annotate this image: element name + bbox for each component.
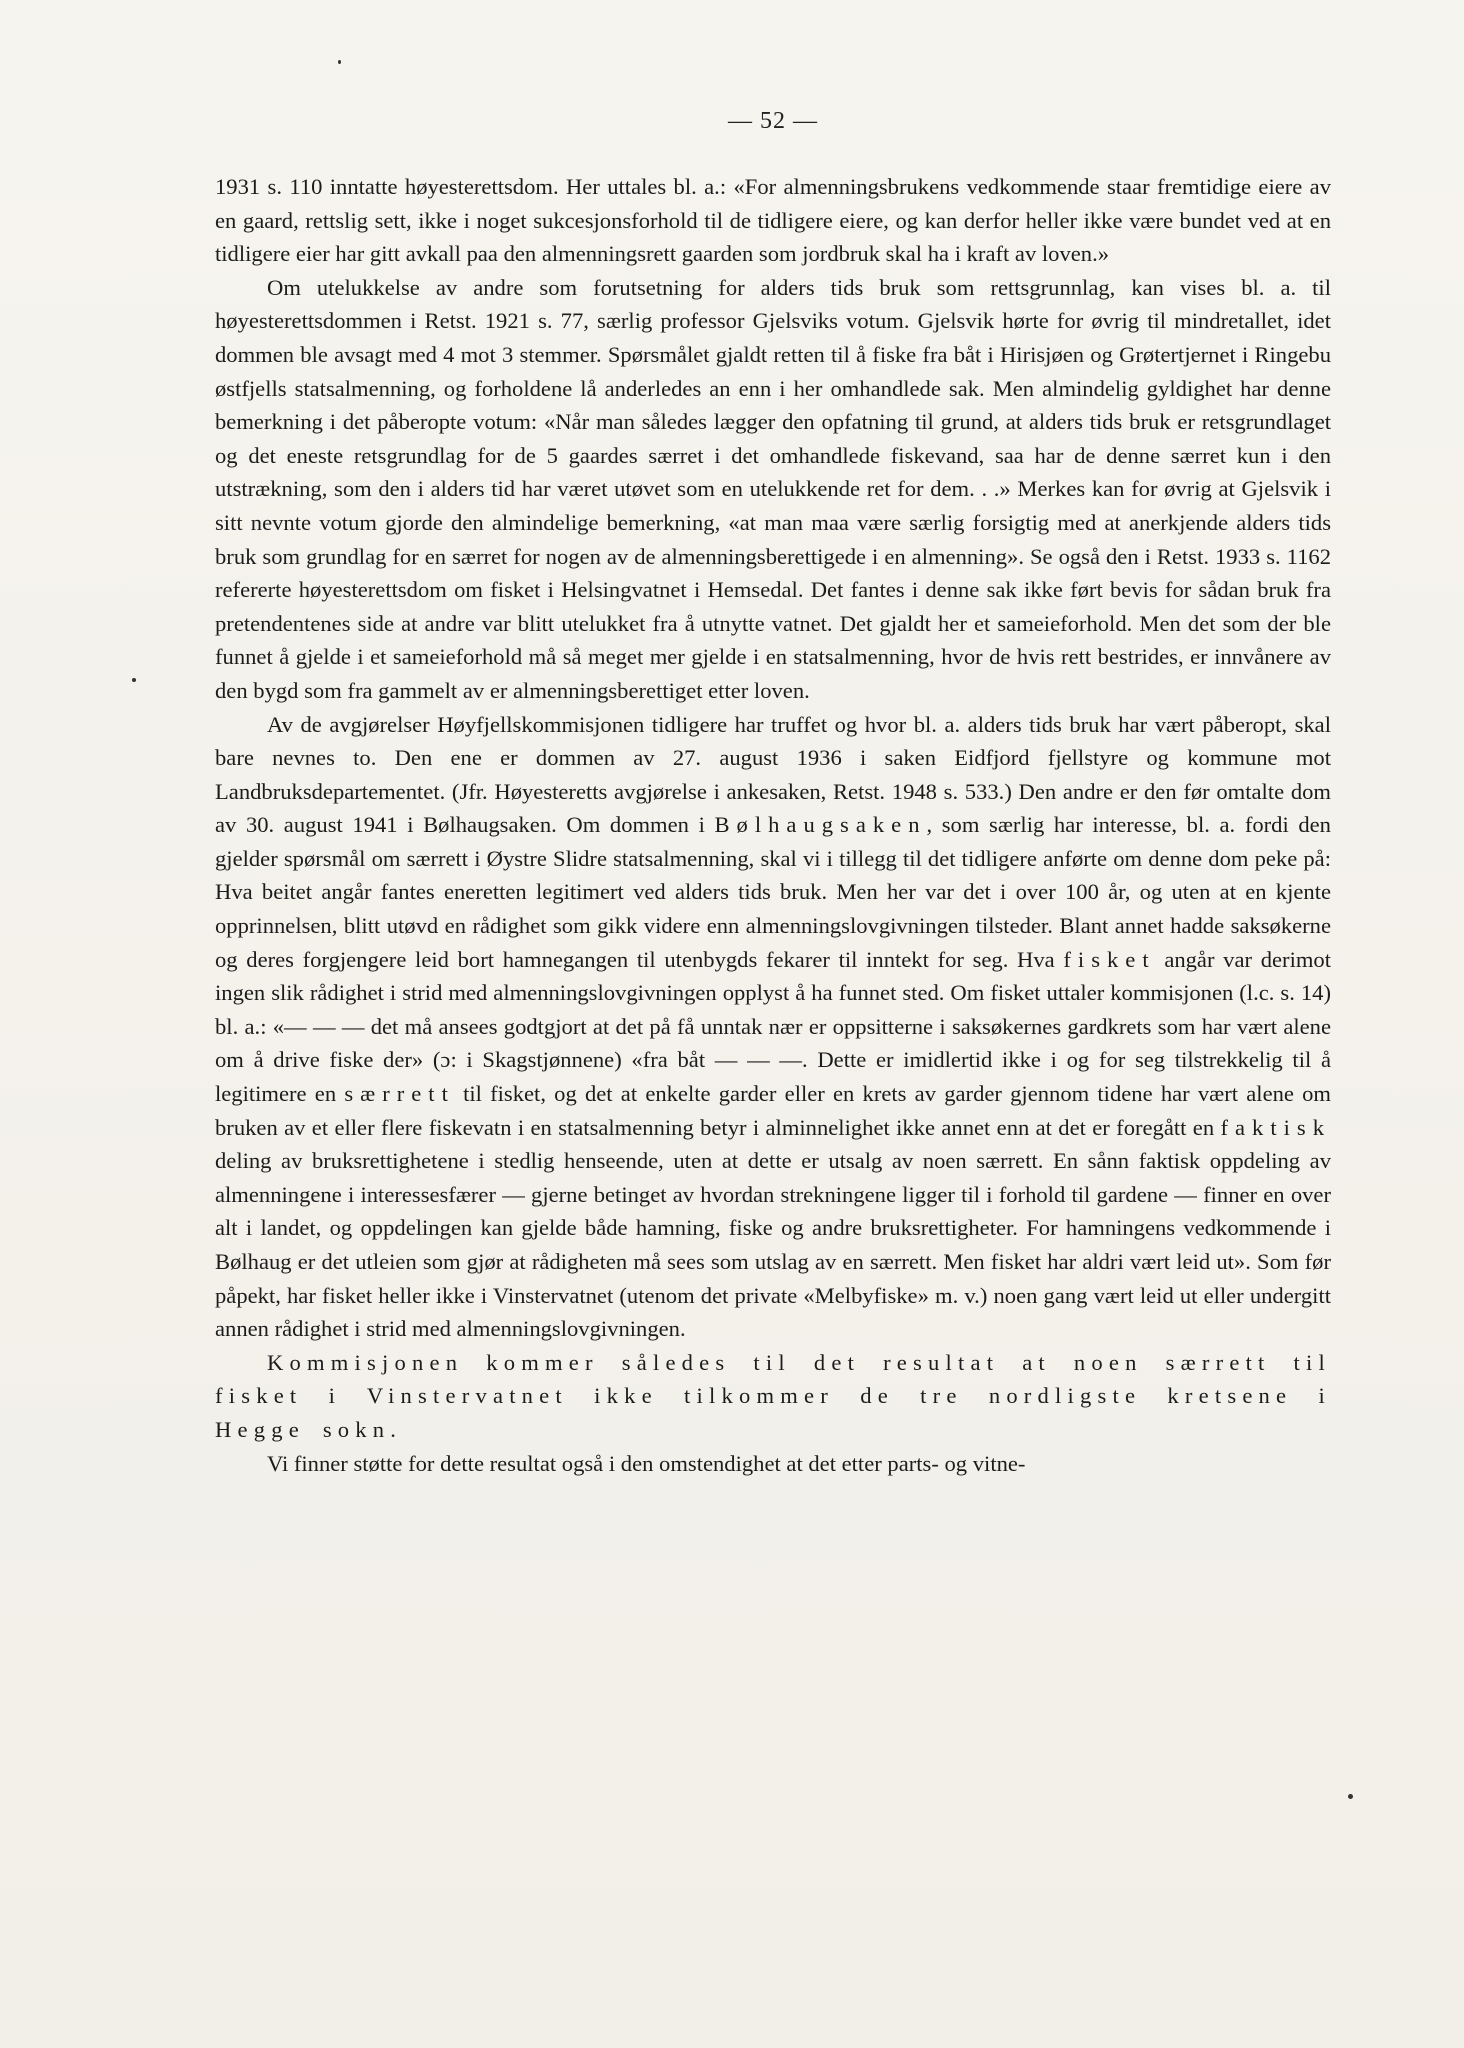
paragraph-stotte: Vi finner støtte for dette resultat også i den omstendighet at det etter parts- og vitne- xyxy=(267,1450,1026,1476)
ink-speck xyxy=(338,60,341,64)
paragraph-quote-1931: 1931 s. 110 inntatte høyesterettsdom. Her uttales bl. a.: «For almenningsbrukens vedkommende staar fremtidige eiere av en gaard, rettslig sett, ikke i noget sukcesjonsforhold til de tidligere eiere, og kan derfor heller ikke være bundet ved at en tidligere eier har gitt avkall paa den almenningsrett gaarden som jordbruk skal ha i kraft av loven.» xyxy=(215,174,1331,267)
text-run: Av de avgjørelser Høyfjellskommisjonen tidligere har truffet og hvor bl. a. alders tids bruk har vært påberopt, skal bare nevnes to. Den ene er dommen av 27. august 1936 i saken Eidfjord fjellstyre og kommune mot Landbruksdepartementet. (Jfr. Høyesteretts avgjørelse i ankesaken, Retst. 1948 s. 533.) Den andre er den før omtalte dom av 30. august 1941 i Bølhaugsaken. Om dommen i xyxy=(215,711,1331,838)
paragraph-avgjorelser xyxy=(215,708,1331,1346)
page-number: — 52 — xyxy=(728,108,818,134)
text-run: angår var derimot ingen slik rådighet i strid med almenningslovgivningen opplyst å ha funnet sted. Om fisket uttaler kommisjonen (l.c. s. 14) bl. a.: «— — — det må ansees godtgjort at det på få unntak nær er oppsitterne i saksøkernes gardkrets som har vært alene om å drive fiske der» (ɔ: i Skagstjønnene) «fra båt — — —. Dette er imidlertid ikke i og for seg tilstrekkelig til å legitimere en xyxy=(215,946,1331,1107)
paragraph-conclusion: Kommisjonen kommer således til det resultat at noen særrett til fisket i Vinstervatnet ikke tilkommer de tre nordligste kretsene i Hegge sokn. xyxy=(215,1349,1331,1442)
text-run: deling av bruksrettighetene i stedlig henseende, uten at dette er utsalg av noen særrett. En sånn faktisk oppdeling av almenningene i interessesfærer — gjerne betinget av hvordan strekningene ligger til i forhold til gardene — finner en over alt i landet, og oppdelingen kan gjelde både hamning, fiske og andre bruksrettigheter. For hamningens vedkommende i Bølhaug er det utleien som gjør at rådigheten må sees som utslag av en særrett. Men fisket har aldri vært leid ut». Som før påpekt, har fisket heller ikke i Vinstervatnet (utenom det private «Melbyfiske» m. v.) noen gang vært leid ut eller undergitt annen rådighet i strid med almenningslovgivningen. xyxy=(215,1148,1331,1342)
emphasis-saerrett: særrett xyxy=(344,1081,455,1107)
emphasis-faktisk: faktisk xyxy=(1220,1114,1331,1140)
ink-speck xyxy=(1348,1794,1353,1799)
text-run: , som særlig har interesse, bl. a. fordi den gjelder spørsmål om særrett i Øystre Slidre statsalmenning, skal vi i tillegg til det tidligere anførte om denne dom peke på: Hva beitet angår fantes eneretten legitimert ved alders tids bruk. Men her var det i over 100 år, og uten at en kjente opprinnelsen, blitt utøvd en rådighet som gikk videre enn almenningslovgivningen tilsteder. Blant annet hadde saksøkerne og deres forgjengere leid bort hamnegangen til utenbygds fekarer til inntekt for seg. Hva xyxy=(215,812,1331,972)
text-run: til fisket, og det at enkelte garder eller en krets av garder gjennom tidene har vært alene om bruken av et eller flere fiskevatn i en statsalmenning betyr i alminnelighet ikke annet enn at det er foregått en xyxy=(215,1081,1332,1140)
ink-speck xyxy=(132,678,136,682)
document-page xyxy=(215,108,1331,1480)
emphasis-fisket: fisket xyxy=(1063,946,1156,972)
paragraph-utelukkelse: Om utelukkelse av andre som forutsetning for alders tids bruk som rettsgrunnlag, kan vises bl. a. til høyesterettsdommen i Retst. 1921 s. 77, særlig professor Gjelsviks votum. Gjelsvik hørte for øvrig til mindretallet, idet dommen ble avsagt med 4 mot 3 stemmer. Spørsmålet gjaldt retten til å fiske fra båt i Hirisjøen og Grøtertjernet i Ringebu østfjells statsalmenning, og forholdene lå anderledes an enn i her omhandlede sak. Men almindelig gyldighet har denne bemerkning i det påberopte votum: «Når man således lægger den opfatning til grund, at alders tids bruk er retsgrundlaget og det eneste retsgrundlag for de 5 gaardes særret i det omhandlede fiskevand, saa har de denne særret kun i den utstrækning, som den i alders tid har været utøvet som en utelukkende ret for dem. . .» Merkes kan for øvrig at Gjelsvik i sitt nevnte votum gjorde den almindelige bemerkning, «at man maa være særlig forsigtig med at anerkjende alders tids bruk som grundlag for en særret for nogen av de almenningsberettigede i en almenning». Se også den i Retst. 1933 s. 1162 refererte høyesterettsdom om fisket i Helsingvatnet i Hemsedal. Det fantes i denne sak ikke ført bevis for sådan bruk fra pretendentenes side at andre var blitt utelukket fra å utnytte vatnet. Det gjaldt her et sameieforhold. Men det som der ble funnet å gjelde i et sameieforhold må så meget mer gjelde i en statsalmenning, hvor de hvis rett bestrides, er innvånere av den bygd som fra gammelt av er almenningsberettiget etter loven. xyxy=(215,274,1331,703)
emphasis-bolhaugsaken: Bølhaugsaken xyxy=(714,812,927,838)
